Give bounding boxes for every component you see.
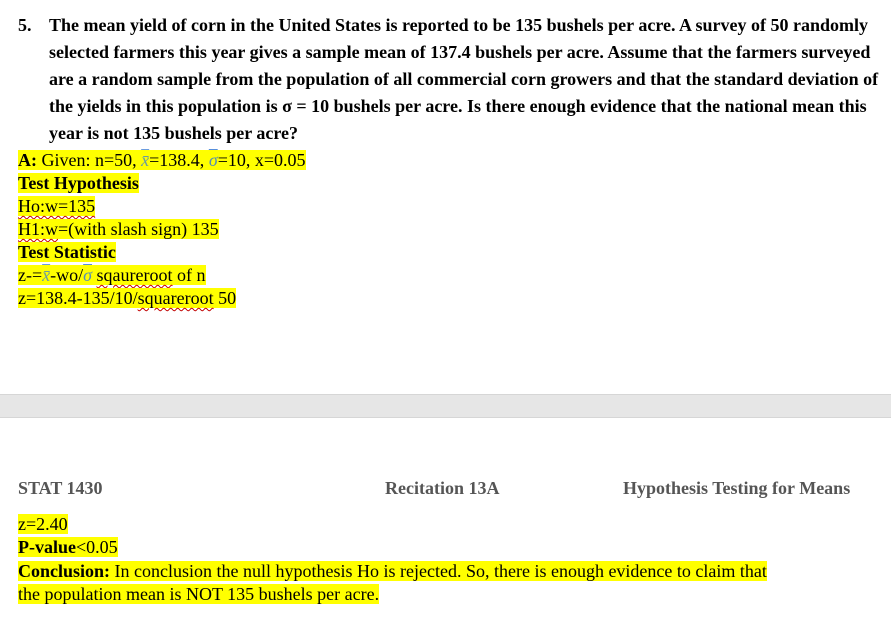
xbar-symbol-icon: x̄: [141, 150, 150, 170]
header-course: STAT 1430: [18, 478, 103, 498]
z-value: z=2.40: [18, 514, 68, 534]
sigma-symbol-icon: $\overline{\sigma}$: [208, 150, 218, 170]
given-line: [18, 150, 306, 171]
alternative-hypothesis: [18, 219, 219, 240]
given-suffix: =10, x=0.05: [217, 150, 306, 170]
page-break: [0, 394, 891, 418]
given-mid: =138.4,: [149, 150, 209, 170]
test-statistic-heading: Test Statistic: [18, 242, 116, 262]
header-recitation: Recitation 13A: [385, 478, 500, 498]
answer-label: A:: [18, 150, 37, 170]
conclusion-line2: the population mean is NOT 135 bushels per acre.: [18, 584, 380, 604]
xbar-symbol-icon: x̄: [42, 265, 51, 285]
problem-text: The mean yield of corn in the United States is reported to be 135 bushels per acre. A survey of 50 randomly selected farmers this year gives a sample mean of 137.4 bushels per acre. Assume that the farmers surveyed are a random sample from the population of all commercial corn growers and that the standard deviation of the yields in this population is σ = 10 bushels per acre. Is there enough evidence that the national mean this year is not 135 bushels per acre?: [49, 15, 879, 143]
null-hypothesis: Ho:w=135: [18, 196, 96, 216]
sqrt-word: squareroot: [137, 288, 214, 308]
sigma-symbol-icon: $\overline{\sigma}$: [83, 265, 93, 285]
pvalue-label: P-value: [18, 537, 76, 557]
conclusion-label: Conclusion:: [18, 561, 111, 581]
sqrt-word: sqaureroot: [96, 265, 173, 285]
conclusion: [18, 560, 878, 606]
p-value: [18, 537, 118, 558]
given-prefix: Given: n=50,: [37, 150, 142, 170]
test-hypothesis-heading: Test Hypothesis: [18, 173, 139, 193]
z-formula: $z-=x̄-wo/\overline{\sigma}$ sqaureroot of n: [18, 265, 206, 285]
header-topic: Hypothesis Testing for Means: [623, 478, 851, 498]
problem-number: 5.: [18, 15, 32, 35]
conclusion-line1: In conclusion the null hypothesis Ho is rejected. So, there is enough evidence to claim that: [110, 561, 767, 581]
h1-label: H1:w: [18, 219, 58, 239]
pvalue-rest: <0.05: [76, 537, 118, 557]
h1-rest: =(with slash sign) 135: [58, 219, 219, 239]
problem-statement: [18, 12, 883, 147]
z-calculation: z=138.4-135/10/squareroot 50: [18, 288, 237, 308]
